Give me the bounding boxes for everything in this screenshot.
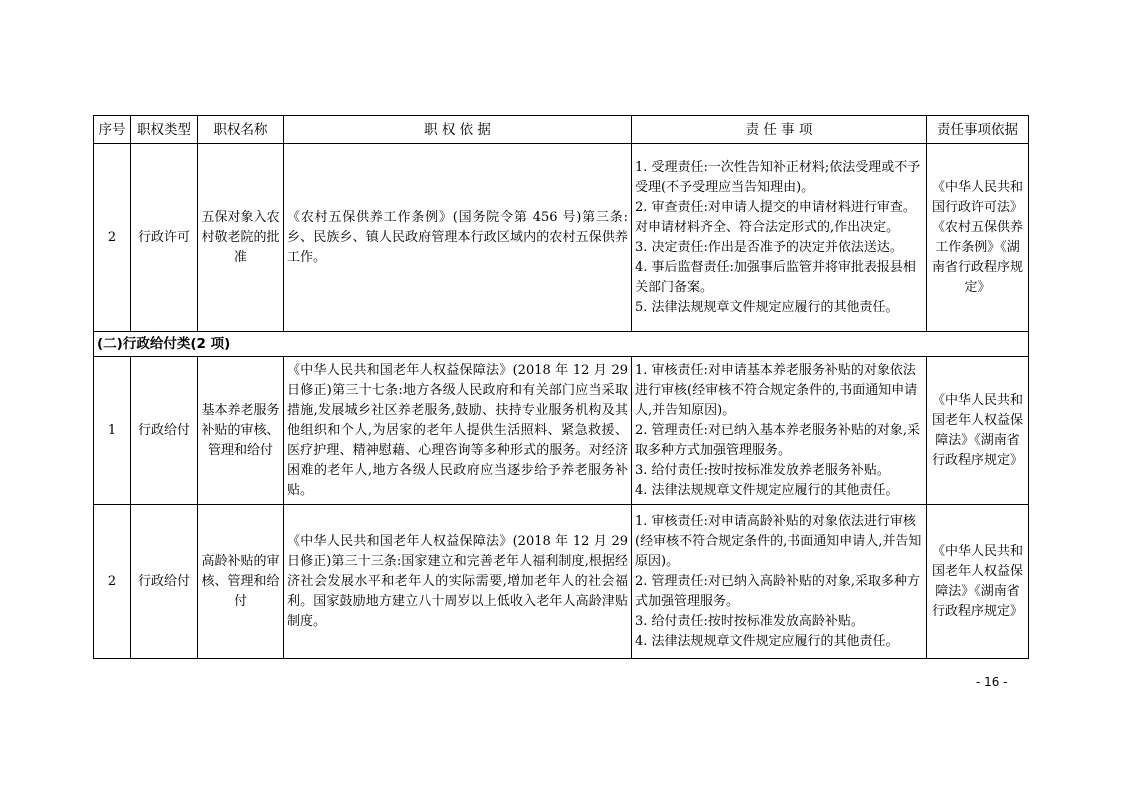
responsibility-item: 4. 法律法规规章文件规定应履行的其他责任。 [635,482,899,498]
header-seq: 序号 [94,116,131,144]
table-row [94,357,1029,505]
cell-responsibility [632,144,927,332]
responsibility-item: 4. 法律法规规章文件规定应履行的其他责任。 [635,633,899,649]
header-basis: 职 权 依 据 [284,116,632,144]
cell-responsibility-basis: 《中华人民共和国老年人权益保障法》《湖南省行政程序规定》 [927,505,1029,659]
cell-type: 行政给付 [131,505,198,659]
responsibility-item: 2. 审查责任:对申请人提交的申请材料进行审查。对申请材料齐全、符合法定形式的,作出决定。 [635,199,916,235]
cell-seq: 2 [94,144,131,332]
responsibility-item: 1. 审核责任:对申请高龄补贴的对象依法进行审核(经审核不符合规定条件的,书面通知申请人,并告知原因)。 [635,513,922,569]
responsibility-item: 2. 管理责任:对已纳入高龄补贴的对象,采取多种方式加强管理服务。 [635,573,921,609]
responsibility-item: 3. 给付责任:按时按标准发放高龄补贴。 [635,613,864,629]
header-type: 职权类型 [131,116,198,144]
cell-seq: 2 [94,505,131,659]
responsibility-item: 4. 事后监督责任:加强事后监管并将审批表报县相关部门备案。 [635,259,916,295]
cell-name: 五保对象入农村敬老院的批准 [198,144,284,332]
responsibility-item: 5. 法律法规规章文件规定应履行的其他责任。 [635,299,899,315]
responsibility-item: 1. 受理责任:一次性告知补正材料;依法受理或不予受理(不予受理应当告知理由)。 [635,159,921,195]
table-row [94,505,1029,659]
cell-basis: 《中华人民共和国老年人权益保障法》(2018 年 12 月 29 日修正)第三十三条:国家建立和完善老年人福利制度,根据经济社会发展水平和老年人的实际需要,增加老年人的社会福利。国家鼓励地方建立八十周岁以上低收入老年人高龄津贴制度。 [284,505,632,659]
header-responsibility-basis: 责任事项依据 [927,116,1029,144]
responsibility-item: 3. 决定责任:作出是否准予的决定并依法送达。 [635,239,903,255]
cell-name: 基本养老服务补贴的审核、管理和给付 [198,357,284,505]
header-responsibility: 责 任 事 项 [632,116,927,144]
table-header-row [94,116,1029,144]
cell-responsibility-basis: 《中华人民共和国老年人权益保障法》《湖南省行政程序规定》 [927,357,1029,505]
cell-responsibility [632,505,927,659]
page-number: - 16 - [976,675,1008,689]
header-name: 职权名称 [198,116,284,144]
table-row [94,144,1029,332]
cell-responsibility-basis: 《中华人民共和国行政许可法》《农村五保供养工作条例》《湖南省行政程序规定》 [927,144,1029,332]
responsibility-item: 2. 管理责任:对已纳入基本养老服务补贴的对象,采取多种方式加强管理服务。 [635,422,921,458]
cell-type: 行政许可 [131,144,198,332]
section-row [94,332,1029,357]
cell-name: 高龄补贴的审核、管理和给付 [198,505,284,659]
cell-responsibility [632,357,927,505]
cell-seq: 1 [94,357,131,505]
responsibility-table [93,115,1029,659]
responsibility-item: 1. 审核责任:对申请基本养老服务补贴的对象依法进行审核(经审核不符合规定条件的,书面通知申请人,并告知原因)。 [635,362,918,418]
section-title: (二)行政给付类(2 项) [94,332,1029,357]
cell-basis: 《农村五保供养工作条例》(国务院令第 456 号)第三条:乡、民族乡、镇人民政府管理本行政区域内的农村五保供养工作。 [284,144,632,332]
cell-type: 行政给付 [131,357,198,505]
responsibility-item: 3. 给付责任:按时按标准发放养老服务补贴。 [635,462,890,478]
cell-basis: 《中华人民共和国老年人权益保障法》(2018 年 12 月 29 日修正)第三十七条:地方各级人民政府和有关部门应当采取措施,发展城乡社区养老服务,鼓励、扶持专业服务机构及其他组织和个人,为居家的老年人提供生活照料、紧急救援、医疗护理、精神慰藉、心理咨询等多种形式的服务。对经济困难的老年人,地方各级人民政府应当逐步给予养老服务补贴。 [284,357,632,505]
